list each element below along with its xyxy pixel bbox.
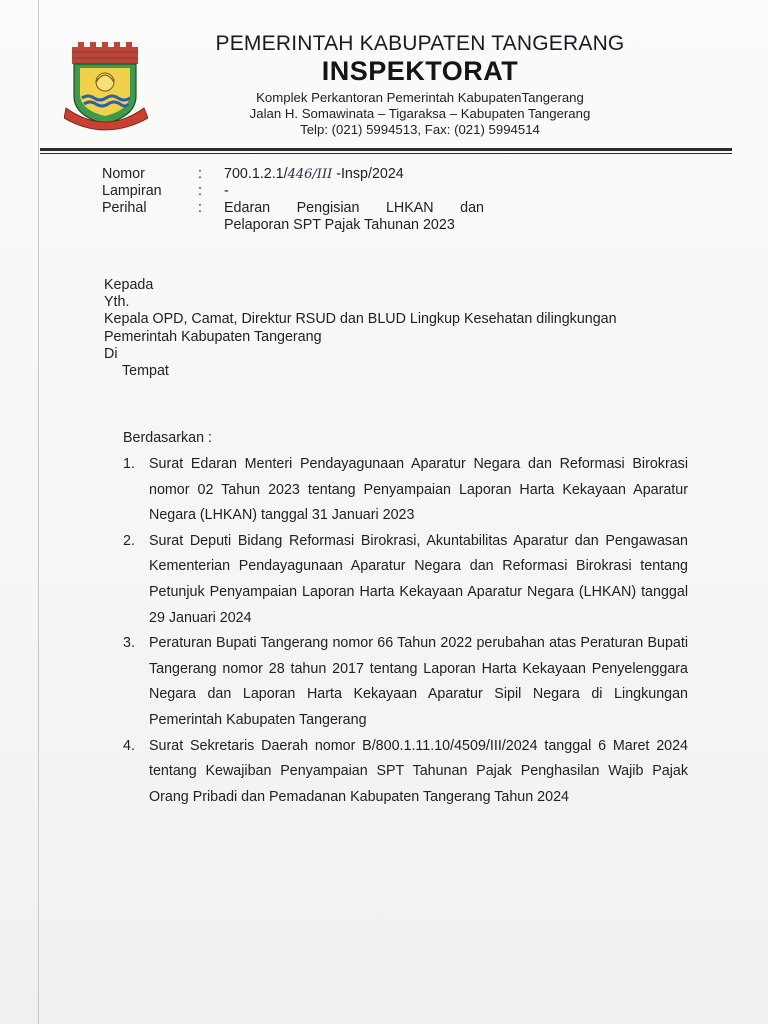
letterhead-rule-thin xyxy=(40,153,732,154)
nomor-label: Nomor xyxy=(102,166,145,182)
addressee-line-1: Kepala OPD, Camat, Direktur RSUD dan BLUD Lingkup Kesehatan dilingkungan xyxy=(104,311,617,328)
list-item xyxy=(123,452,688,529)
nomor-value xyxy=(224,166,484,183)
perihal-value xyxy=(224,200,484,234)
list-item xyxy=(123,631,688,733)
list-number: 3. xyxy=(123,635,135,652)
perihal-label: Perihal xyxy=(102,200,147,216)
lampiran-row xyxy=(102,183,484,200)
letterhead-rule-thick xyxy=(40,148,732,151)
nomor-handwritten: 446/III xyxy=(287,167,333,182)
di-label: Di xyxy=(104,345,118,362)
list-text: Surat Deputi Bidang Reformasi Birokrasi, Akuntabilitas Aparatur dan Pengawasan Kementerian Pendayagunaan Aparatur Negara dan Reformasi Birokrasi tentang Petunjuk Penyampaian Laporan Harta Kekayaan Aparatur Negara (LHKAN) tanggal 29 Januari 2024 xyxy=(149,532,688,626)
page-edge xyxy=(38,0,39,1024)
perihal-line-2: Pelaporan SPT Pajak Tahunan 2023 xyxy=(224,217,455,233)
body-intro: Berdasarkan : xyxy=(123,430,213,446)
list-number: 4. xyxy=(123,737,135,754)
list-text: Surat Sekretaris Daerah nomor B/800.1.11.10/4509/III/2024 tanggal 6 Maret 2024 tentang Kewajiban Penyampaian SPT Tahunan Pajak Penghasilan Wajib Pajak Orang Pribadi dan Pemadanan Kabupaten Tangerang Tahun 2024 xyxy=(149,737,688,805)
letter-meta xyxy=(102,166,484,234)
colon: : xyxy=(198,183,202,199)
perihal-line-1: Edaran Pengisian LHKAN dan xyxy=(224,200,484,216)
address-line-1: Komplek Perkantoran Pemerintah KabupatenTangerang xyxy=(256,90,584,105)
office-address xyxy=(160,90,680,138)
list-text: Surat Edaran Menteri Pendayagunaan Aparatur Negara dan Reformasi Birokrasi nomor 02 Tahun 2023 tentang Penyampaian Laporan Harta Kekayaan Aparatur Negara (LHKAN) tanggal 31 Januari 2023 xyxy=(149,456,688,524)
kabupaten-tangerang-emblem xyxy=(64,38,148,136)
colon: : xyxy=(198,166,202,182)
lampiran-label: Lampiran xyxy=(102,183,162,199)
list-number: 1. xyxy=(123,456,135,472)
list-item xyxy=(123,529,688,631)
tempat-label: Tempat xyxy=(122,363,169,380)
yth-label: Yth. xyxy=(104,294,130,311)
list-number: 2. xyxy=(123,532,135,549)
nomor-row xyxy=(102,166,484,183)
colon: : xyxy=(198,200,202,216)
unit-name: INSPEKTORAT xyxy=(321,56,519,86)
government-name: PEMERINTAH KABUPATEN TANGERANG xyxy=(215,32,625,55)
addressee-block xyxy=(104,277,617,380)
addressee-line-2: Pemerintah Kabupaten Tangerang xyxy=(104,328,322,345)
kepada-label: Kepada xyxy=(104,277,154,293)
perihal-row xyxy=(102,200,484,234)
reference-list xyxy=(123,452,688,810)
contact-line: Telp: (021) 5994513, Fax: (021) 5994514 xyxy=(300,122,540,137)
list-item xyxy=(123,734,688,811)
letterhead xyxy=(160,30,680,138)
list-text: Peraturan Bupati Tangerang nomor 66 Tahun 2022 perubahan atas Peraturan Bupati Tangerang nomor 28 tahun 2017 tentang Laporan Harta Kekayaan Penyelenggara Negara dan Laporan Harta Kekayaan Aparatur Sipil Negara di Lingkungan Pemerintah Kabupaten Tangerang xyxy=(149,635,688,728)
address-line-2: Jalan H. Somawinata – Tigaraksa – Kabupaten Tangerang xyxy=(249,106,591,121)
nomor-prefix: 700.1.2.1/ xyxy=(224,166,288,182)
nomor-suffix: -Insp/2024 xyxy=(332,166,404,182)
lampiran-value: - xyxy=(224,183,229,199)
